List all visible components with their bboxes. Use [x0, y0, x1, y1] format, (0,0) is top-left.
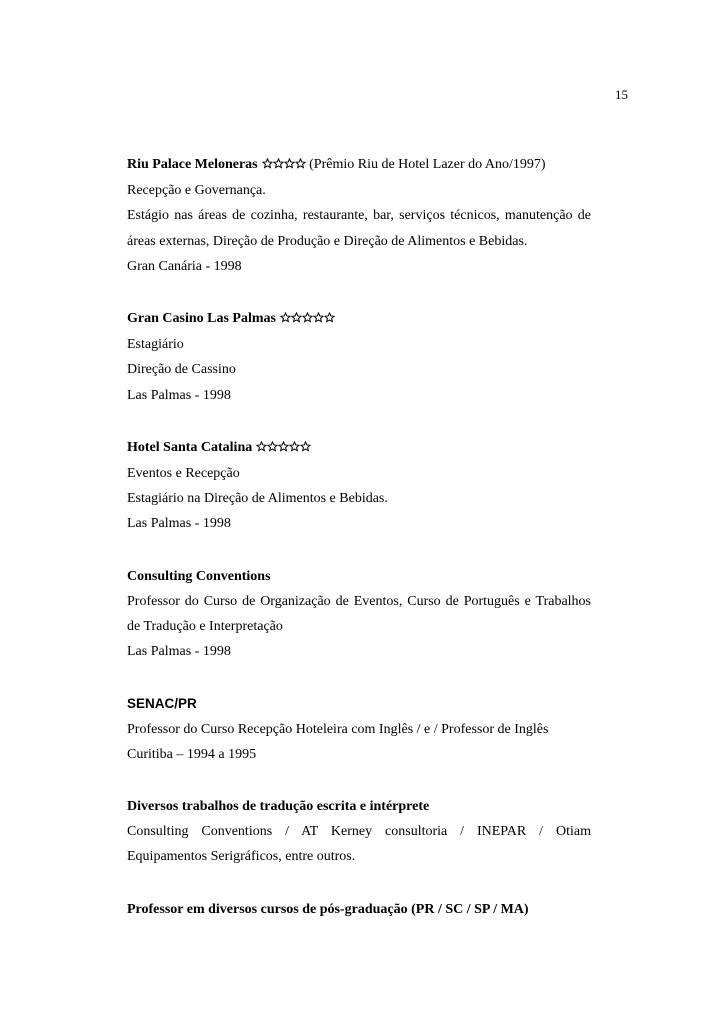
star-outline-icon — [267, 441, 278, 452]
entry-line: Recepção e Governança. — [127, 183, 266, 199]
star-outline-icon — [273, 158, 284, 169]
star-outline-icon — [289, 441, 300, 452]
entry-line: Consulting Conventions / AT Kerney consultoria / INEPAR / Otiam — [127, 824, 591, 840]
document-body — [127, 152, 591, 949]
experience-entry-gran-casino — [127, 306, 591, 408]
experience-entry-postgraduate — [127, 897, 591, 922]
entry-title: Riu Palace Meloneras — [127, 157, 258, 172]
entry-line: Gran Canária - 1998 — [127, 258, 242, 274]
star-rating — [262, 153, 306, 178]
experience-entry-consulting-conventions — [127, 564, 591, 665]
entry-line: Eventos e Recepção — [127, 466, 240, 482]
star-outline-icon — [278, 441, 289, 452]
entry-heading — [127, 435, 591, 461]
star-outline-icon — [262, 158, 273, 169]
entry-heading — [127, 306, 591, 332]
entry-title: Hotel Santa Catalina — [127, 439, 253, 455]
entry-line: Las Palmas - 1998 — [127, 644, 231, 660]
entry-line: Equipamentos Serigráficos, entre outros. — [127, 849, 356, 865]
entry-title: SENAC/PR — [127, 696, 197, 712]
entry-line: Curitiba – 1994 a 1995 — [127, 746, 257, 762]
page-number: 15 — [615, 87, 628, 102]
entry-line: Estagiário na Direção de Alimentos e Bebidas. — [127, 491, 388, 507]
star-outline-icon — [256, 441, 267, 452]
entry-line: de Tradução e Interpretação — [127, 619, 283, 635]
star-outline-icon — [284, 158, 295, 169]
experience-entry-senac — [127, 691, 591, 767]
entry-line: Las Palmas - 1998 — [127, 387, 231, 403]
entry-line: Las Palmas - 1998 — [127, 516, 231, 532]
entry-title: Diversos trabalhos de tradução escrita e intérprete — [127, 799, 430, 815]
experience-entry-translation — [127, 794, 591, 870]
star-outline-icon — [295, 158, 306, 169]
experience-entry-santa-catalina — [127, 435, 591, 537]
entry-title: Professor em diversos cursos de pós-graduação (PR / SC / SP / MA) — [127, 901, 529, 917]
entry-line: Professor do Curso de Organização de Eventos, Curso de Português e Trabalhos — [127, 593, 591, 609]
entry-title: Consulting Conventions — [127, 568, 271, 584]
star-outline-icon — [291, 312, 302, 323]
star-outline-icon — [302, 312, 313, 323]
entry-line: Estágio nas áreas de cozinha, restaurante, bar, serviços técnicos, manutenção de — [127, 208, 591, 224]
star-outline-icon — [300, 441, 311, 452]
star-rating — [256, 436, 311, 461]
star-rating — [280, 307, 335, 332]
entry-line: Direção de Cassino — [127, 362, 236, 378]
star-outline-icon — [280, 312, 291, 323]
entry-heading — [127, 152, 591, 178]
star-outline-icon — [313, 312, 324, 323]
entry-title: Gran Casino Las Palmas — [127, 311, 276, 327]
entry-line: Estagiário — [127, 337, 184, 353]
entry-line: áreas externas, Direção de Produção e Direção de Alimentos e Bebidas. — [127, 233, 528, 249]
experience-entry-riu-palace — [127, 152, 591, 279]
entry-line: Professor do Curso Recepção Hoteleira com Inglês / e / Professor de Inglês — [127, 721, 549, 737]
star-outline-icon — [324, 312, 335, 323]
entry-award-note: (Prêmio Riu de Hotel Lazer do Ano/1997) — [309, 157, 546, 172]
